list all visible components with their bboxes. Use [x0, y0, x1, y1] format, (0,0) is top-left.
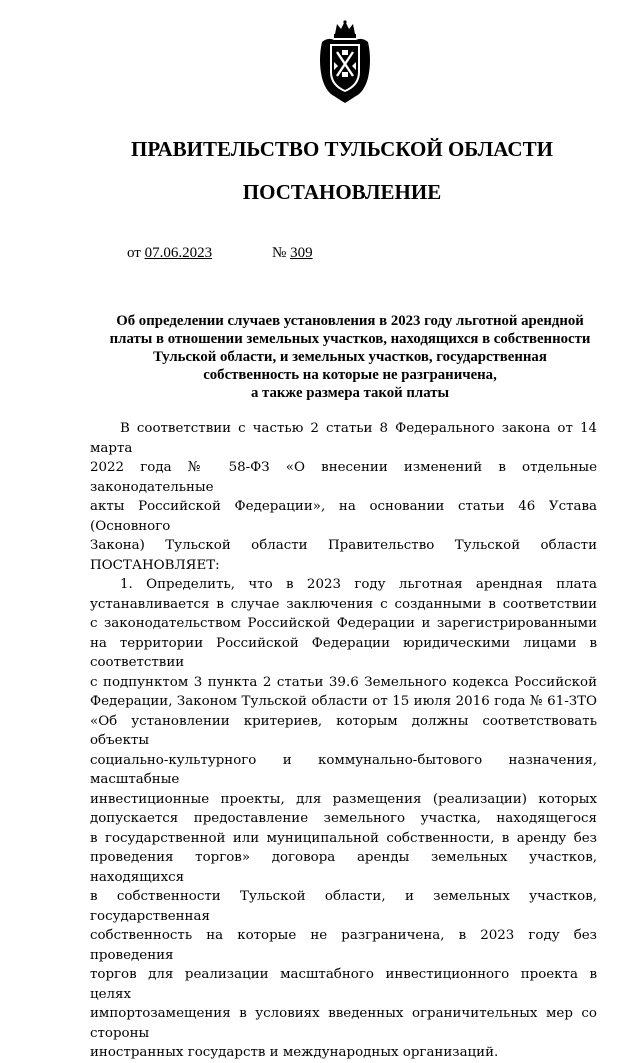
body-line: ПОСТАНОВЛЯЕТ:: [90, 557, 220, 573]
document-number: [272, 245, 313, 262]
body-line: «Об установлении критериев, которым должны соответствовать объекты: [90, 713, 597, 748]
body-line: В соответствии с частью 2 статьи 8 Федерального закона от 14 марта: [90, 421, 597, 456]
body-line: проведения торгов» договора аренды земельных участков, находящихся: [90, 850, 597, 885]
number-prefix: №: [272, 245, 287, 261]
document-subject: [100, 312, 600, 402]
number-value: 309: [290, 245, 313, 261]
body-line: 1. Определить, что в 2023 году льготная арендная плата: [120, 577, 597, 592]
body-line: иностранных государств и международных организаций.: [90, 1045, 499, 1060]
organization-title: ПРАВИТЕЛЬСТВО ТУЛЬСКОЙ ОБЛАСТИ: [131, 137, 553, 161]
body-line: в собственности Тульской области, и земельных участков, государственная: [90, 889, 597, 924]
date-prefix: от: [127, 245, 141, 261]
body-line: с законодательством Российской Федерации и зарегистрированными: [90, 616, 597, 631]
document-date: [127, 245, 212, 262]
subject-line: платы в отношении земельных участков, находящихся в собственности: [109, 331, 591, 347]
body-line: с подпунктом 3 пункта 2 статьи 39.6 Земельного кодекса Российской: [90, 674, 597, 690]
subject-line: Об определении случаев установления в 2023 году льготной арендной: [116, 313, 584, 329]
item-1-paragraph: [90, 575, 597, 1063]
body-line: устанавливается в случае заключения с созданными в соответствии: [90, 596, 597, 612]
body-line: Закона) Тульской области Правительство Тульской области: [90, 538, 597, 553]
body-line: инвестиционные проекты, для размещения (реализации) которых: [90, 791, 597, 807]
subject-line: а также размера такой платы: [250, 385, 450, 401]
document-body: [90, 419, 597, 1063]
body-line: импортозамещения в условиях введенных ограничительных мер со стороны: [90, 1006, 597, 1041]
body-line: акты Российской Федерации», на основании статьи 46 Устава (Основного: [90, 499, 597, 534]
document-type: ПОСТАНОВЛЕНИЕ: [242, 180, 442, 204]
body-line: Федерации, Законом Тульской области от 15 июля 2016 года № 61-ЗТО: [90, 694, 597, 709]
subject-line: собственность на которые не разграничена,: [203, 367, 497, 383]
body-line: допускается предоставление земельного участка, находящегося: [90, 811, 597, 826]
body-line: социально-культурного и коммунально-бытового назначения, масштабные: [90, 752, 597, 787]
subject-line: Тульской области, и земельных участков, государственная: [153, 349, 547, 365]
body-line: 2022 года № 58-ФЗ «О внесении изменений в отдельные законодательные: [90, 460, 597, 495]
body-line: торгов для реализации масштабного инвестиционного проекта в целях: [90, 967, 597, 1002]
coat-of-arms-emblem: [316, 20, 374, 104]
body-line: в государственной или муниципальной собственности, в аренду без: [90, 830, 597, 846]
body-line: на территории Российской Федерации юридическими лицами в соответствии: [90, 635, 597, 670]
date-value: 07.06.2023: [144, 245, 213, 261]
preamble-paragraph: [90, 419, 597, 575]
body-line: собственность на которые не разграничена, в 2023 году без проведения: [90, 928, 597, 963]
